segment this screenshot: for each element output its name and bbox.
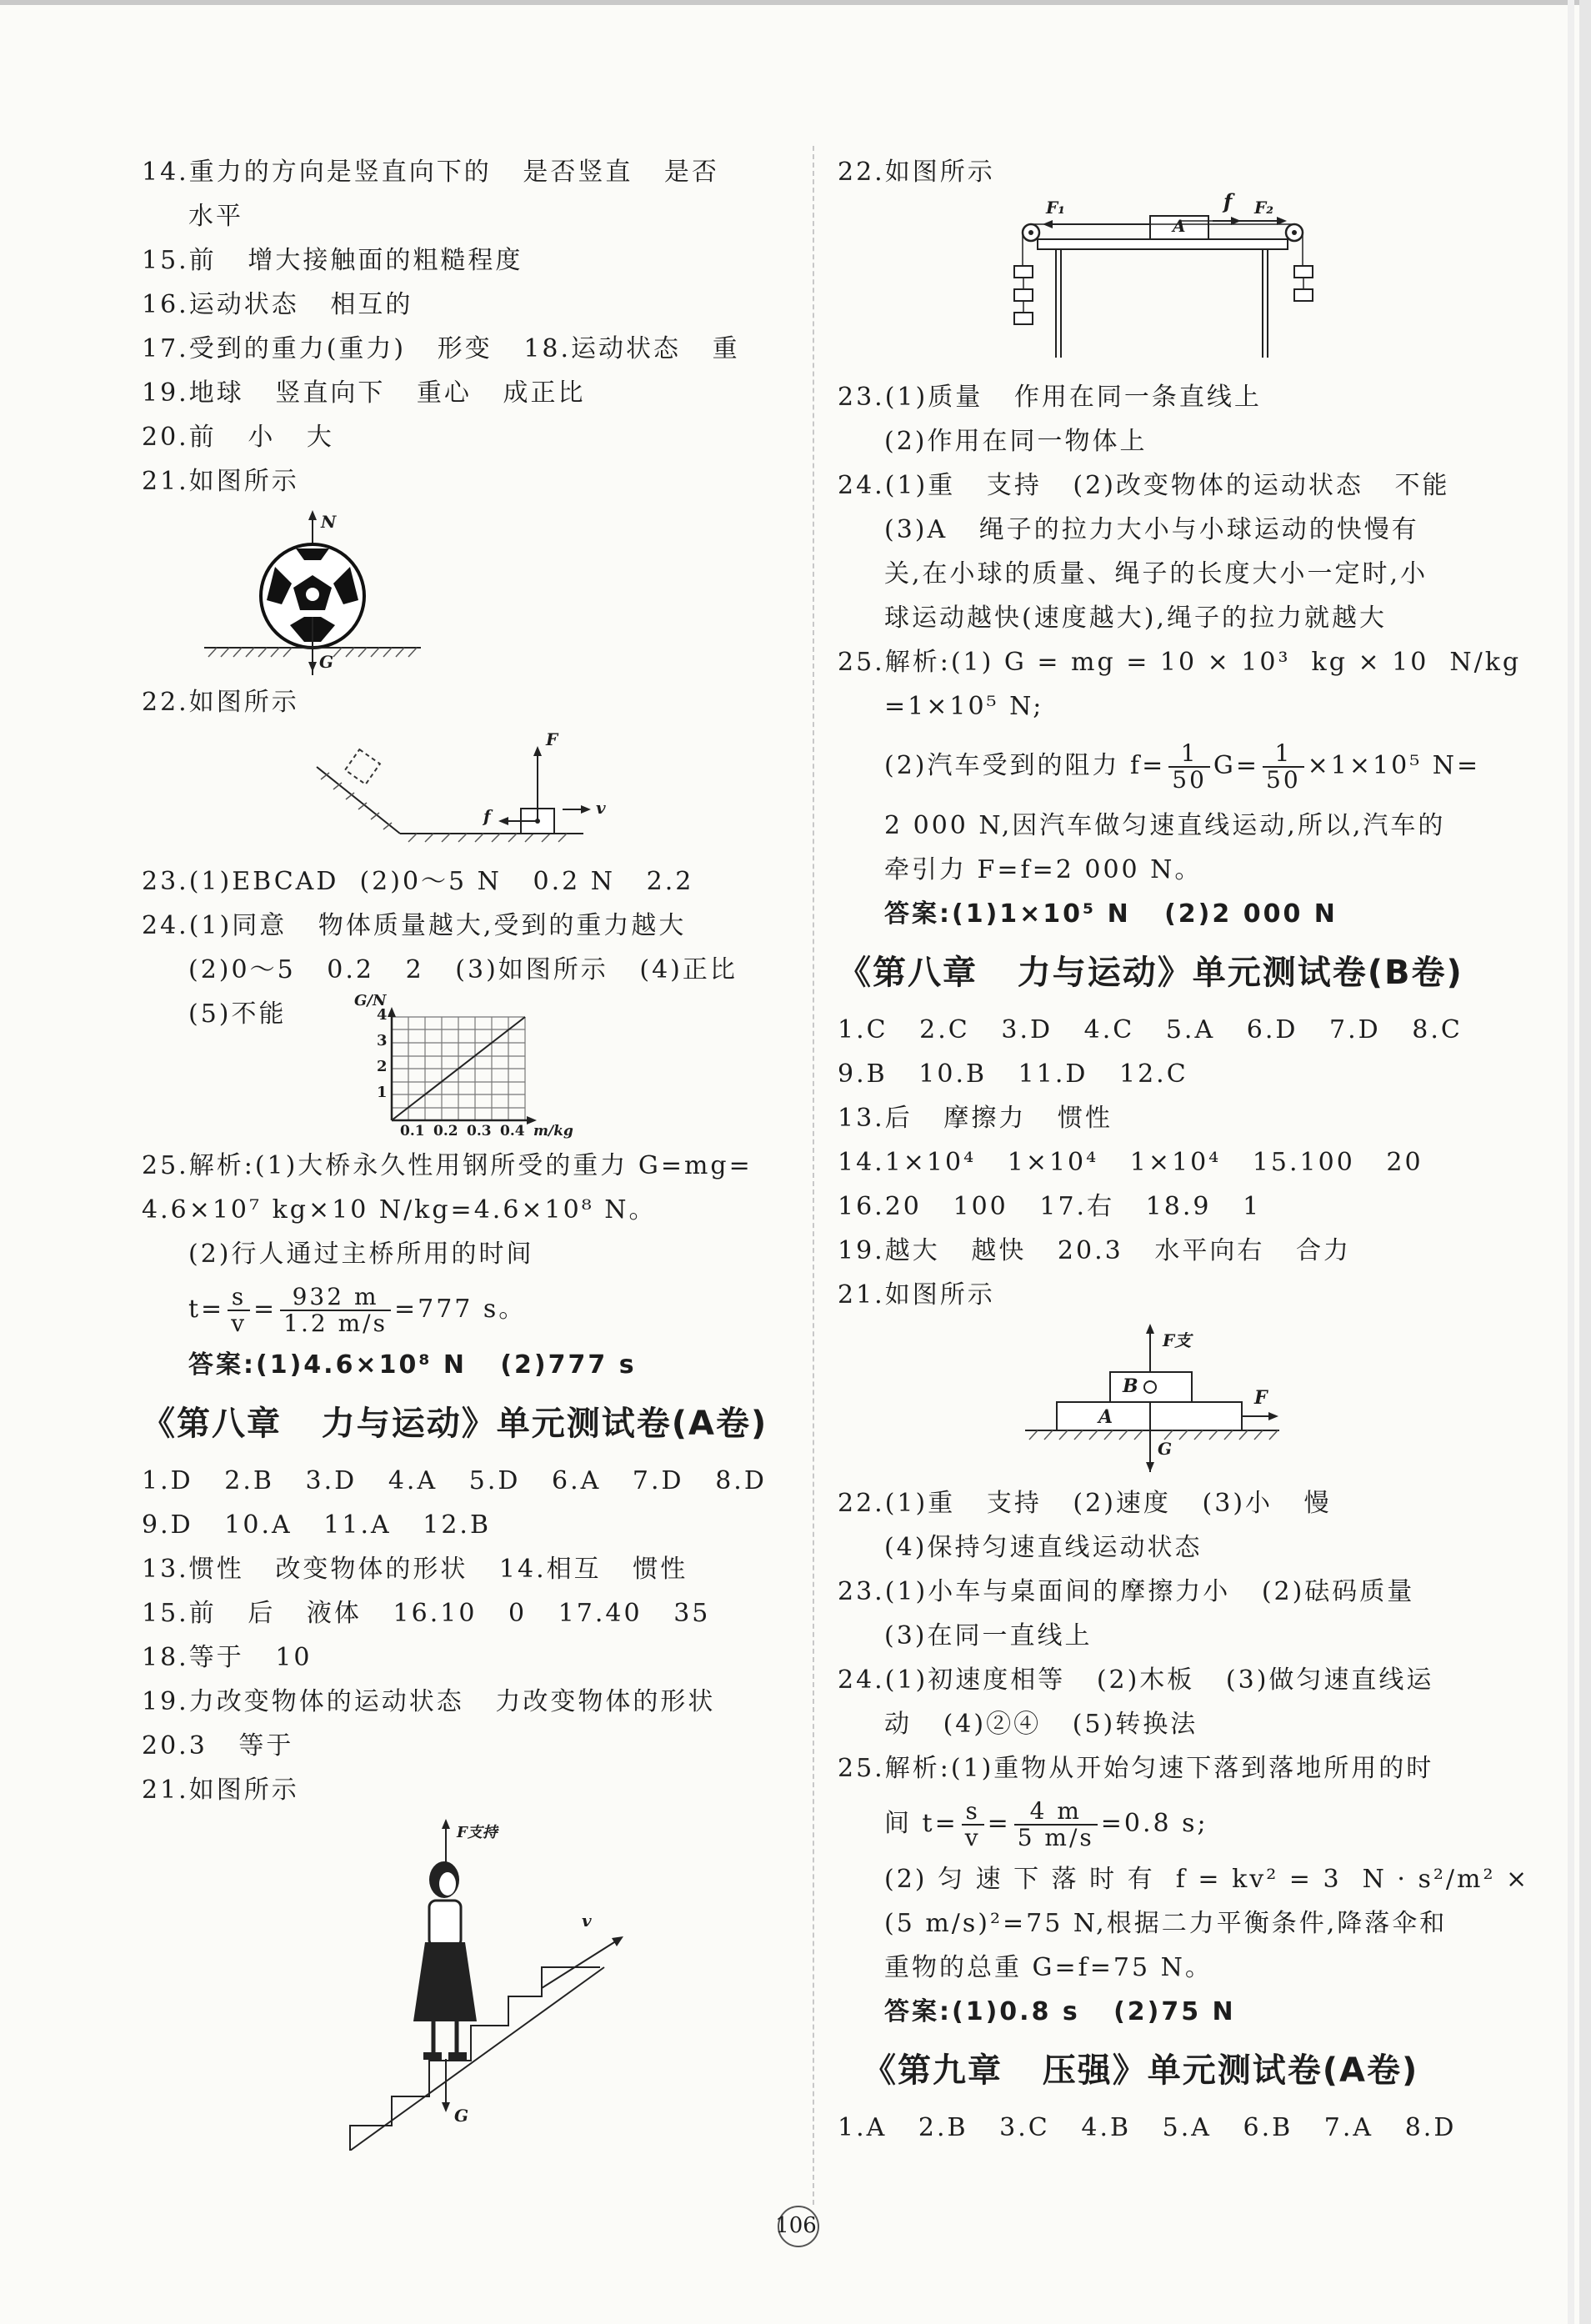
answer-line: (2)0～5 0.2 2 (3)如图所示 (4)正比 [188,955,738,984]
figure-incline [142,729,775,854]
formula-line [838,1791,1471,1857]
answer-line: 15.前 增大接触面的粗糙程度 [142,246,523,275]
answer-line: 水平 [188,202,243,231]
answer-line: (3)A 绳子的拉力大小与小球运动的快慢有 [884,515,1419,544]
right-column [838,150,1530,2150]
figure-escalator [142,1817,775,2151]
answer-line: 16.20 100 17.右 18.9 1 [838,1192,1262,1221]
answer-summary: 答案:(1)0.8 s (2)75 N [884,1997,1236,2026]
force-label-f2: F₂ [1254,198,1273,218]
graph-x-tick: 0.4 [500,1123,525,1139]
gm-graph [142,992,725,1134]
force-label-support: F支 [1163,1330,1192,1350]
answer-line: 22.(1)重 支持 (2)速度 (3)小 慢 [838,1489,1332,1518]
answer-line: (5 m/s)²=75 N,根据二力平衡条件,降落伞和 [884,1909,1448,1938]
answer-line: 重物的总重 G=f=75 N。 [884,1953,1213,1982]
graph-y-tick: 4 [377,1006,388,1024]
answer-line: 15.前 后 液体 16.10 0 17.40 35 [142,1599,711,1628]
force-label-f-up: F [546,729,558,749]
graph-y-tick: 3 [377,1032,388,1049]
force-label-n: N [321,512,337,532]
page-number [771,2201,821,2251]
answer-line: 18.等于 10 [142,1643,313,1672]
force-label-friction: f [483,806,491,826]
answer-line: 24.(1)同意 物体质量越大,受到的重力越大 [142,911,687,940]
fraction-denominator: 1.2 m/s [283,1310,388,1337]
answer-line: 4.6×10⁷ kg×10 N/kg=4.6×10⁸ N。 [142,1195,657,1225]
velocity-label: v [596,798,606,818]
answer-line: 1.A 2.B 3.C 4.B 5.A 6.B 7.A 8.D [838,2113,1457,2142]
answer-line: (3)在同一直线上 [884,1621,1093,1650]
graph-x-tick: 0.1 [400,1123,425,1139]
fraction [1014,1799,1098,1851]
force-label-g: G [454,2106,469,2126]
answer-line: (2)行人通过主桥所用的时间 [188,1240,534,1269]
graph-x-tick: 0.3 [467,1123,492,1139]
formula-text: 间 t= [884,1809,958,1838]
page-edge-inner [1568,0,1574,2324]
page-edge [1579,0,1591,2324]
fraction-numerator: 1 [1168,741,1210,768]
answer-line: 21.如图所示 [838,1280,995,1310]
answer-line: 22.如图所示 [142,688,299,717]
answer-line: 20.前 小 大 [142,423,334,452]
answer-summary: 答案:(1)1×10⁵ N (2)2 000 N [884,899,1338,929]
fraction-denominator: 50 [1266,766,1301,794]
fraction-numerator: 932 m [280,1285,391,1311]
formula-text: =0.8 s; [1100,1809,1208,1838]
answer-line: 17.受到的重力(重力) 形变 18.运动状态 重 [142,334,740,363]
answer-line: 关,在小球的质量、绳子的长度大小一定时,小 [884,559,1428,589]
answer-line: (2)作用在同一物体上 [884,427,1148,456]
answer-line: 21.如图所示 [142,1776,299,1805]
answer-line: (4)保持匀速直线运动状态 [884,1533,1203,1562]
answer-line: 球运动越快(速度越大),绳子的拉力就越大 [884,604,1387,633]
answer-line: 19.越大 越快 20.3 水平向右 合力 [838,1236,1351,1265]
formula-text: G= [1213,751,1260,780]
answer-line: 动 (4)②④ (5)转换法 [884,1710,1198,1739]
page-number-text: 106 [775,2213,817,2238]
fraction-numerator: s [962,1799,984,1826]
answer-line: 20.3 等于 [142,1731,294,1761]
graph-x-tick: 0.2 [433,1123,458,1139]
answer-line: 牵引力 F=f=2 000 N。 [884,855,1203,884]
formula-text: (2)汽车受到的阻力 f= [884,751,1166,780]
answer-line: 14.1×10⁴ 1×10⁴ 1×10⁴ 15.100 20 [838,1148,1423,1177]
formula-text: ×1×10⁵ N= [1307,751,1481,780]
graph-y-tick: 2 [377,1058,388,1075]
column-divider [813,146,814,2205]
answer-line: 21.如图所示 [142,467,299,496]
formula-line [838,729,1481,804]
force-label-friction: f [1223,189,1233,213]
left-column [142,150,775,2156]
answer-line: 25.解析:(1) G = mg = 10 × 10³ kg × 10 N/kg [838,648,1522,677]
force-label-f1: F₁ [1046,198,1065,218]
graph-x-axis-label: m/kg [533,1123,573,1139]
formula-line [142,1276,775,1343]
answer-line: 1.C 2.C 3.D 4.C 5.A 6.D 7.D 8.C [838,1015,1463,1044]
answer-line: 25.解析:(1)重物从开始匀速下落到落地所用的时 [838,1754,1434,1783]
answer-line: 22.如图所示 [838,158,995,187]
section-heading: 《第八章 力与运动》单元测试卷(B卷) [838,954,1463,992]
fraction [1168,741,1210,793]
answer-line: 23.(1)小车与桌面间的摩擦力小 (2)砝码质量 [838,1577,1415,1606]
graph-y-tick: 1 [377,1084,388,1101]
answer-line: 1.D 2.B 3.D 4.A 5.D 6.A 7.D 8.D [142,1466,767,1495]
block-label-b: B [1123,1375,1138,1397]
figure-gm-graph [142,992,775,1139]
fraction-numerator: s [228,1285,250,1311]
figure-stacked-blocks [838,1322,1471,1476]
answer-line: (2) 匀 速 下 落 时 有 f = kv² = 3 N · s²/m² × [884,1865,1530,1894]
fraction-denominator: 5 m/s [1017,1824,1094,1851]
answer-line: 13.后 摩擦力 惯性 [838,1104,1113,1133]
answer-line: 9.B 10.B 11.D 12.C [838,1059,1188,1089]
fraction [1263,741,1304,793]
top-edge [0,0,1591,5]
formula-text: =777 s。 [393,1295,527,1324]
answer-line: (5)不能 [188,999,287,1029]
answer-line: 23.(1)质量 作用在同一条直线上 [838,383,1262,412]
answer-line: 19.地球 竖直向下 重心 成正比 [142,378,586,408]
fraction [228,1285,250,1336]
force-label-support: F支持 [457,1824,498,1841]
fraction-numerator: 4 m [1014,1799,1098,1826]
answer-line: 2 000 N,因汽车做匀速直线运动,所以,汽车的 [884,811,1446,840]
formula-text: t= [188,1295,225,1324]
fraction-denominator: v [964,1824,981,1851]
figure-pulley-table [838,189,1471,370]
fraction [962,1799,984,1851]
answer-line: 14.重力的方向是竖直向下的 是否竖直 是否 [142,158,719,187]
answer-line: =1×10⁵ N; [884,692,1044,721]
figure-football [142,508,775,675]
answer-line: 13.惯性 改变物体的形状 14.相互 惯性 [142,1555,688,1584]
fraction-denominator: 50 [1172,766,1207,794]
section-heading: 《第八章 力与运动》单元测试卷(A卷) [142,1405,768,1443]
answer-line: 16.运动状态 相互的 [142,290,413,319]
fraction-denominator: v [231,1310,248,1337]
football-diagram [142,508,725,675]
answer-summary: 答案:(1)4.6×10⁸ N (2)777 s [188,1350,637,1380]
velocity-label: v [582,1911,592,1931]
force-label-g: G [319,652,334,672]
answer-line: 23.(1)EBCAD (2)0～5 N 0.2 N 2.2 [142,867,694,896]
block-label-a: A [1173,216,1186,236]
force-label-f: F [1254,1387,1268,1409]
block-label-a: A [1098,1406,1113,1428]
incline-diagram [142,729,725,854]
answer-line: 24.(1)初速度相等 (2)木板 (3)做匀速直线运 [838,1665,1434,1695]
fraction-numerator: 1 [1263,741,1304,768]
escalator-diagram [142,1817,725,2151]
blocks-diagram [838,1322,1471,1476]
fraction [280,1285,391,1336]
answer-line: 24.(1)重 支持 (2)改变物体的运动状态 不能 [838,471,1450,500]
answer-line: 9.D 10.A 11.A 12.B [142,1510,492,1540]
force-label-g: G [1158,1439,1173,1459]
graph-y-axis-label: G/N [354,992,387,1009]
answer-line: 25.解析:(1)大桥永久性用钢所受的重力 G=mg= [142,1151,753,1180]
formula-text: = [987,1809,1011,1838]
section-heading: 《第九章 压强》单元测试卷(A卷) [863,2051,1419,2090]
answer-line: 19.力改变物体的运动状态 力改变物体的形状 [142,1687,716,1716]
pulley-diagram [838,199,1471,370]
formula-text: = [253,1295,278,1324]
